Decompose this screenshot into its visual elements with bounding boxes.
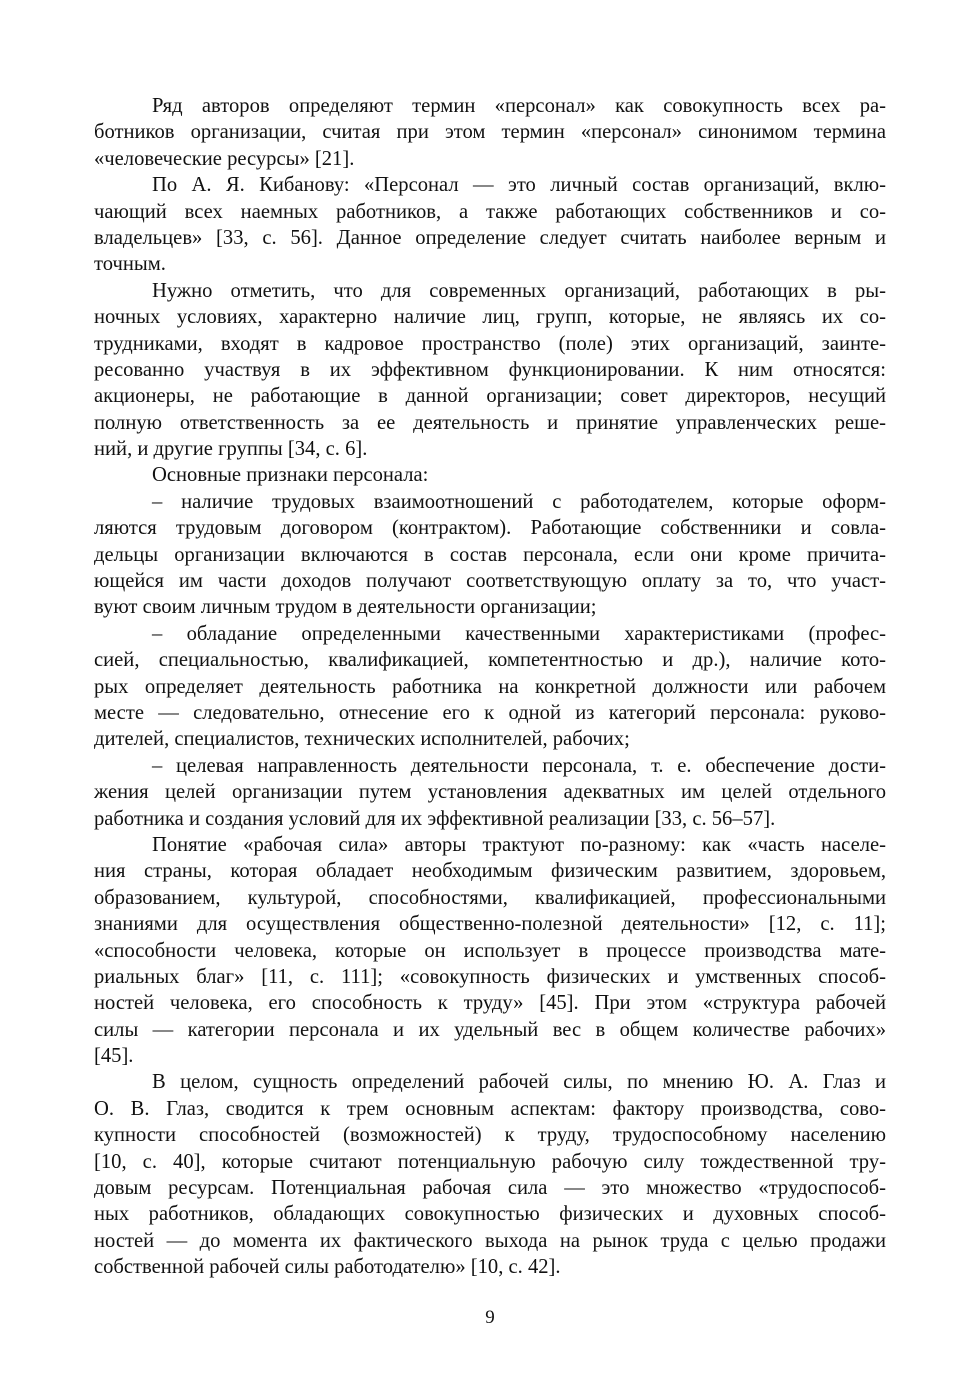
text-line: дельцы организации включаются в состав персонала, если они кроме причита- <box>94 543 886 566</box>
text-line: – обладание определенными качественными характеристиками (профес- <box>152 622 886 645</box>
text-line: [45]. <box>94 1045 134 1068</box>
text-line: В целом, сущность определений рабочей силы, по мнению Ю. А. Глаз и <box>152 1071 886 1094</box>
text-line: чающий всех наемных работников, а также работающих собственников и со- <box>94 200 886 223</box>
text-line: ностей человека, его способность к труду» [45]. При этом «структура рабочей <box>94 992 886 1015</box>
text-line: дителей, специалистов, технических исполнителей, рабочих; <box>94 728 630 751</box>
text-line: месте — следовательно, отнесение его к одной из категорий персонала: руково- <box>94 701 886 724</box>
text-line: ния страны, которая обладает необходимым физическим развитием, здоровьем, <box>94 860 886 883</box>
text-line: ночных условиях, характерно наличие лиц, групп, которые, не являясь их со- <box>94 306 886 329</box>
text-line: ляются трудовым договором (контрактом). Работающие собственники и совла- <box>94 517 886 540</box>
text-line: Основные признаки персонала: <box>152 464 429 487</box>
text-line: [10, с. 40], которые считают потенциальную рабочую силу тождественной тру- <box>94 1150 886 1173</box>
paragraph-4 <box>94 462 886 488</box>
text-line: ющейся им части доходов получают соответствующую оплату за то, что участ- <box>94 570 886 593</box>
text-line: собственной рабочей силы работодателю» [10, с. 42]. <box>94 1256 561 1279</box>
text-line: ресованно участвуя в их эффективном функционировании. К ним относятся: <box>94 358 886 381</box>
text-line: Нужно отметить, что для современных организаций, работающих в ры- <box>152 279 886 302</box>
text-line: работника и создания условий для их эффективной реализации [33, с. 56–57]. <box>94 807 776 830</box>
text-line: – целевая направленность деятельности персонала, т. е. обеспечение дости- <box>152 754 886 777</box>
text-line: рых определяет деятельность работника на конкретной должности или рабочем <box>94 675 886 698</box>
text-line: владельцев» [33, с. 56]. Данное определение следует считать наиболее верным и <box>94 226 886 249</box>
text-line: сией, специальностью, квалификацией, компетентностью и др.), наличие кото- <box>94 649 886 672</box>
text-line: По А. Я. Кибанову: «Персонал — это личный состав организаций, вклю- <box>152 174 886 197</box>
text-line: – наличие трудовых взаимоотношений с работодателем, которые оформ- <box>152 490 886 513</box>
list-item-1 <box>94 489 886 621</box>
text-line: полную ответственность за ее деятельность и принятие управленческих реше- <box>94 411 886 434</box>
text-line: трудниками, входят в кадровое пространство (поле) этих организаций, заинте- <box>94 332 886 355</box>
page-number: 9 <box>485 1307 495 1328</box>
paragraph-6 <box>94 1069 886 1280</box>
list-item-3 <box>94 753 886 832</box>
text-line: «способности человека, которые он использует в процессе производства мате- <box>94 939 886 962</box>
text-line: жения целей организации путем установления адекватных им целей отдельного <box>94 781 886 804</box>
text-line: «человеческие ресурсы» [21]. <box>94 147 355 170</box>
text-line: О. В. Глаз, сводится к трем основным аспектам: фактору производства, сово- <box>94 1097 886 1120</box>
text-line: Понятие «рабочая сила» авторы трактуют по-разному: как «часть населе- <box>152 833 886 856</box>
text-line: ностей — до момента их фактического выхода на рынок труда с целью продажи <box>94 1229 886 1252</box>
paragraph-1 <box>94 93 886 172</box>
body-text <box>94 93 886 1281</box>
text-line: риальных благ» [11, с. 111]; «совокупность физических и умственных способ- <box>94 965 886 988</box>
text-line: образованием, культурой, способностями, квалификацией, профессиональными <box>94 886 886 909</box>
text-line: ботников организации, считая при этом термин «персонал» синонимом термина <box>94 121 886 144</box>
text-line: ных работников, обладающих совокупностью физических и духовных способ- <box>94 1203 886 1226</box>
text-line: знаниями для осуществления общественно-полезной деятельности» [12, с. 11]; <box>94 913 886 936</box>
text-line: силы — категории персонала и их удельный вес в общем количестве рабочих» <box>94 1018 886 1041</box>
paragraph-3 <box>94 278 886 463</box>
text-line: довым ресурсам. Потенциальная рабочая сила — это множество «трудоспособ- <box>94 1177 886 1200</box>
list-item-2 <box>94 621 886 753</box>
text-line: акционеры, не работающие в данной организации; совет директоров, несущий <box>94 385 886 408</box>
text-line: ний, и другие группы [34, с. 6]. <box>94 438 368 461</box>
text-line: купности способностей (возможностей) к труду, трудоспособному населению <box>94 1124 886 1147</box>
text-line: вуют своим личным трудом в деятельности организации; <box>94 596 597 619</box>
text-line: точным. <box>94 253 166 276</box>
text-line: Ряд авторов определяют термин «персонал» как совокупность всех ра- <box>152 95 886 117</box>
paragraph-2 <box>94 172 886 278</box>
paragraph-5 <box>94 832 886 1070</box>
